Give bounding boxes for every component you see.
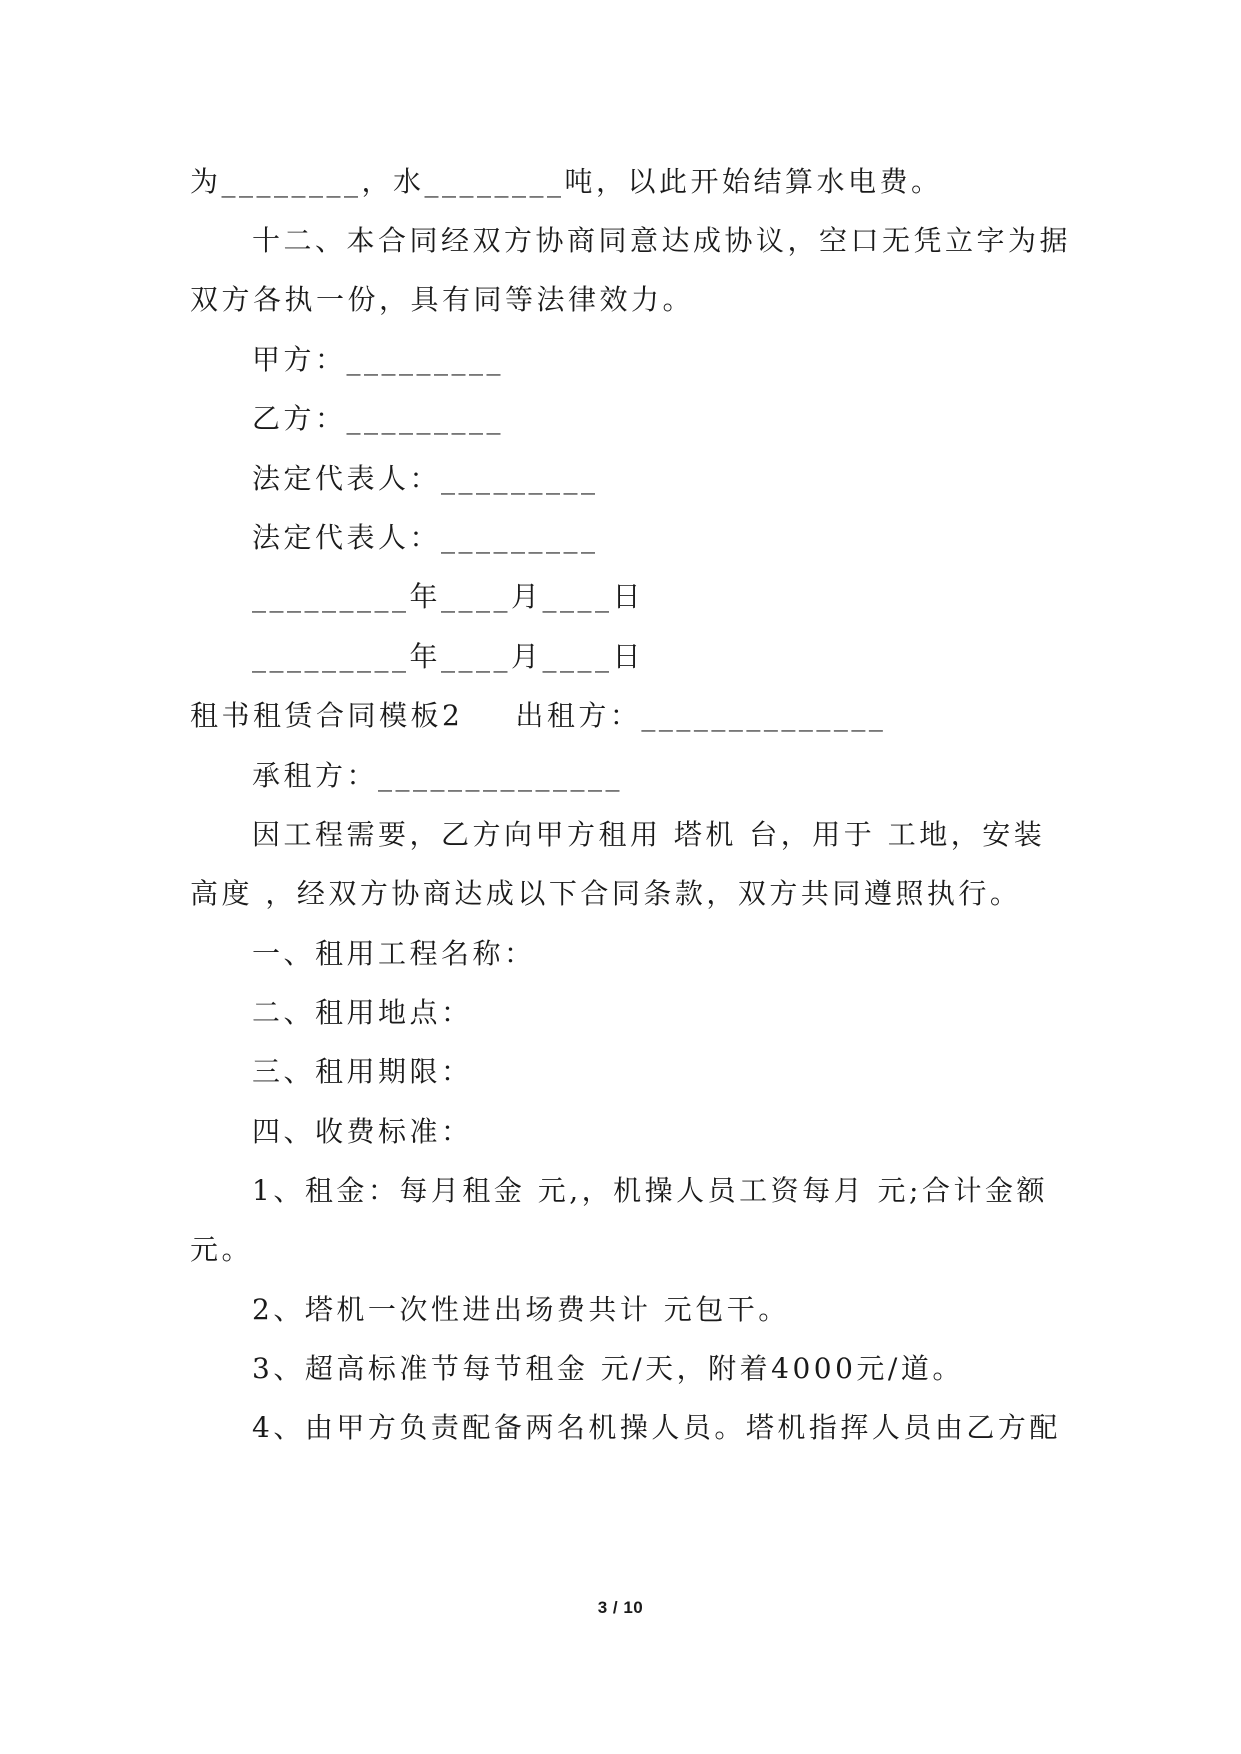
clause-item: 2、塔机一次性进出场费共计 元包干。 — [252, 1293, 790, 1326]
clause-heading: 三、租用期限： — [252, 1055, 473, 1088]
paragraph-line: 十二、本合同经双方协商同意达成协议，空口无凭立字为据 — [252, 224, 1072, 257]
legal-representative-line: 法定代表人：_________ — [252, 462, 599, 495]
date-line: _________年____月____日 — [252, 640, 645, 673]
clause-heading: 二、租用地点： — [252, 996, 473, 1029]
paragraph-line: 双方各执一份，具有同等法律效力。 — [190, 283, 695, 316]
party-b-signature-line: 乙方：_________ — [252, 402, 505, 435]
section-header-line — [190, 696, 886, 736]
paragraph-line: 元。 — [190, 1233, 254, 1266]
lessee-field: 承租方：______________ — [252, 759, 624, 792]
legal-representative-line: 法定代表人：_________ — [252, 521, 599, 554]
clause-item: 4、由甲方负责配备两名机操人员。塔机指挥人员由乙方配 — [252, 1411, 1061, 1444]
template-title: 租书租赁合同模板2 — [190, 699, 464, 732]
date-line: _________年____月____日 — [252, 580, 645, 613]
clause-heading: 一、租用工程名称： — [252, 937, 536, 970]
clause-heading: 四、收费标准： — [252, 1115, 473, 1148]
page-number: 3 / 10 — [597, 1598, 644, 1617]
paragraph-line: 因工程需要，乙方向甲方租用 塔机 台，用于 工地，安装 — [252, 818, 1046, 851]
lessor-field: 出租方：______________ — [515, 699, 887, 732]
clause-item: 3、超高标准节每节租金 元/天，附着4000元/道。 — [252, 1352, 964, 1385]
paragraph-line: 为________，水________吨，以此开始结算水电费。 — [190, 165, 943, 198]
paragraph-line: 高度 ，经双方协商达成以下合同条款，双方共同遵照执行。 — [190, 877, 1022, 910]
clause-item: 1、租金：每月租金 元,，机操人员工资每月 元;合计金额 — [252, 1174, 1048, 1207]
party-a-signature-line: 甲方：_________ — [252, 343, 505, 376]
